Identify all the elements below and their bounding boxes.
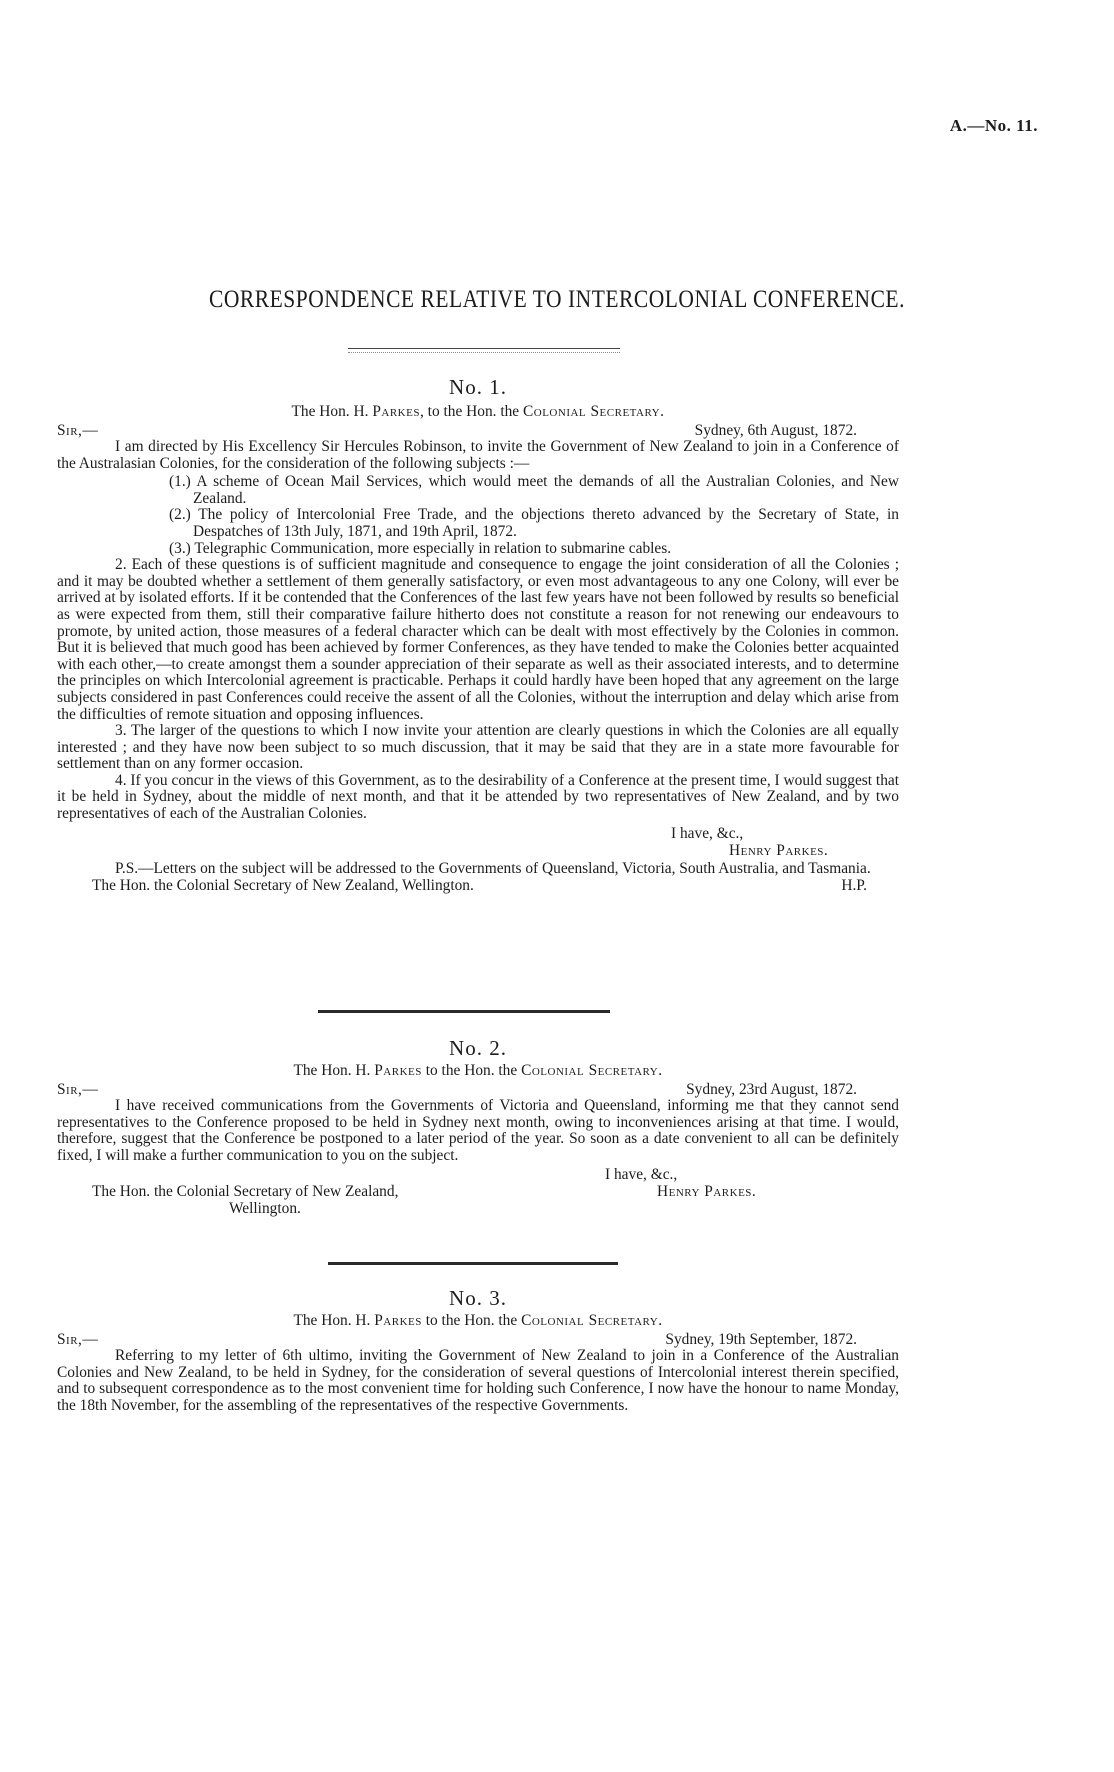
heading-middle: to the Hon. the <box>425 1312 518 1329</box>
heading-sender: Parkes <box>374 1062 422 1079</box>
closing-row <box>57 1166 899 1183</box>
subject-item-1: (1.) A scheme of Ocean Mail Services, which would meet the demands of all the Australian Colonies, and New Zealand. <box>169 473 899 507</box>
document-title: CORRESPONDENCE RELATIVE TO INTERCOLONIAL CONFERENCE. <box>209 286 905 313</box>
subject-item-2: (2.) The policy of Intercolonial Free Trade, and the objections thereto advanced by the Secretary of State, in Despatches of 13th July, 1871, and 19th April, 1872. <box>169 506 899 540</box>
intro-paragraph: I am directed by His Excellency Sir Hercules Robinson, to invite the Government of New Zealand to join in a Conference of the Australasian Colonies, for the consideration of the following subjects :— <box>57 438 899 472</box>
title-rule-2 <box>348 352 620 353</box>
place-date: Sydney, 6th August, 1872. <box>694 422 857 439</box>
body-paragraph: I have received communications from the Governments of Victoria and Queensland, informing me that they cannot send representatives to the Conference proposed to be held in Sydney next month, owing to inconveniences arising at that time. I would, therefore, suggest that the Conference be postponed to a later period of the year. So soon as a date convenient to all can be definitely fixed, I will make a further communication to you on the subject. <box>57 1097 899 1164</box>
closing: I have, &c., <box>671 824 744 842</box>
signature-row <box>57 842 899 859</box>
signature: Henry Parkes. <box>657 1183 757 1201</box>
document-reference: A.—No. 11. <box>949 116 1038 135</box>
addressee: The Hon. the Colonial Secretary of New Zealand, Wellington. <box>92 877 474 895</box>
heading-prefix: The Hon. H. <box>293 1062 371 1079</box>
heading-sender: Parkes <box>374 1312 422 1329</box>
salutation: Sir,— <box>57 1081 99 1098</box>
addressee-row-2 <box>57 1200 899 1217</box>
addressee-line-2: Wellington. <box>229 1200 301 1218</box>
postscript: P.S.—Letters on the subject will be addressed to the Governments of Queensland, Victoria, South Australia, and Tasmania. <box>115 859 871 877</box>
paragraph-4: 4. If you concur in the views of this Government, as to the desirability of a Conference at the present time, I would suggest that it be held in Sydney, about the middle of next month, and that it be attended by two representatives of New Zealand, and by two representatives of each of the Australian Colonies. <box>57 771 899 823</box>
signature: Henry Parkes. <box>729 841 829 859</box>
place-date: Sydney, 23rd August, 1872. <box>686 1081 857 1098</box>
heading-sender: Parkes <box>372 403 420 420</box>
salutation-row <box>57 422 899 439</box>
heading-recipient: Colonial Secretary. <box>523 403 665 420</box>
paragraph-3: 3. The larger of the questions to which I now invite your attention are clearly questions in which the Colonies are all equally interested ; and they have now been subject to so much discussion, that it may be said that they are in a state more favourable for settlement than on any former occasion. <box>57 722 899 773</box>
letter-number: No. 2. <box>449 1036 507 1060</box>
salutation-row <box>57 1331 899 1348</box>
letter-heading <box>57 403 899 420</box>
letter-heading <box>57 1062 899 1079</box>
letter-heading <box>57 1312 899 1329</box>
paragraph-2: 2. Each of these questions is of sufficient magnitude and consequence to engage the joint consideration of all the Colonies ; and it may be doubted whether a settlement of them generally satisfactory, or even most advantageous to any one Colony, will ever be arrived at by isolated efforts. If it be contended that the Conferences of the last few years have not been followed by results so beneficial as were expected from them, still their comparative failure hitherto does not constitute a reason for not renewing our endeavours to promote, by united action, those measures of a federal character which can be dealt with most effectively by the Colonies in common. But it is believed that much good has been achieved by former Conferences, as they have tended to make the Colonies better acquainted with each other,—to create amongst them a sounder appreciation of their separate as well as their associated interests, and to determine the principles on which Intercolonial agreement is practicable. Perhaps it could hardly have been hoped that any agreement on the large subjects considered in past Conferences could receive the assent of all the Colonies, without the interruption and delay which arise from the difficulties of remote situation and opposing influences. <box>57 556 899 723</box>
closing-row <box>57 825 899 842</box>
heading-prefix: The Hon. H. <box>291 403 369 420</box>
heading-middle: to the Hon. the <box>425 1062 518 1079</box>
addressee-line-1: The Hon. the Colonial Secretary of New Zealand, <box>92 1183 399 1201</box>
subject-item-3: (3.) Telegraphic Communication, more especially in relation to submarine cables. <box>169 539 672 557</box>
letter-1 <box>57 375 899 894</box>
letter-3 <box>57 1286 899 1414</box>
title-rule <box>348 348 620 349</box>
heading-prefix: The Hon. H. <box>293 1312 371 1329</box>
section-rule-2 <box>328 1262 618 1265</box>
salutation: Sir,— <box>57 422 99 439</box>
initials: H.P. <box>841 877 867 895</box>
heading-middle: , to the Hon. the <box>419 403 520 420</box>
letter-number: No. 3. <box>449 1286 507 1310</box>
addressee-row <box>57 1183 899 1200</box>
heading-recipient: Colonial Secretary. <box>521 1062 663 1079</box>
body-paragraph: Referring to my letter of 6th ultimo, inviting the Government of New Zealand to join in a Conference of the Australian Colonies and New Zealand, to be held in Sydney, for the consideration of several questions of Intercolonial interest therein specified, and to subsequent correspondence as to the most convenient time for holding such Conference, I now have the honour to name Monday, the 18th November, for the assembling of the representatives of the respective Governments. <box>57 1347 899 1414</box>
section-rule-1 <box>318 1010 610 1013</box>
letter-number: No. 1. <box>449 375 507 399</box>
closing: I have, &c., <box>605 1166 678 1184</box>
letter-2 <box>57 1036 899 1217</box>
heading-recipient: Colonial Secretary. <box>521 1312 663 1329</box>
place-date: Sydney, 19th September, 1872. <box>665 1331 857 1348</box>
salutation-row <box>57 1081 899 1098</box>
salutation: Sir,— <box>57 1331 99 1348</box>
addressee-row <box>57 877 899 894</box>
